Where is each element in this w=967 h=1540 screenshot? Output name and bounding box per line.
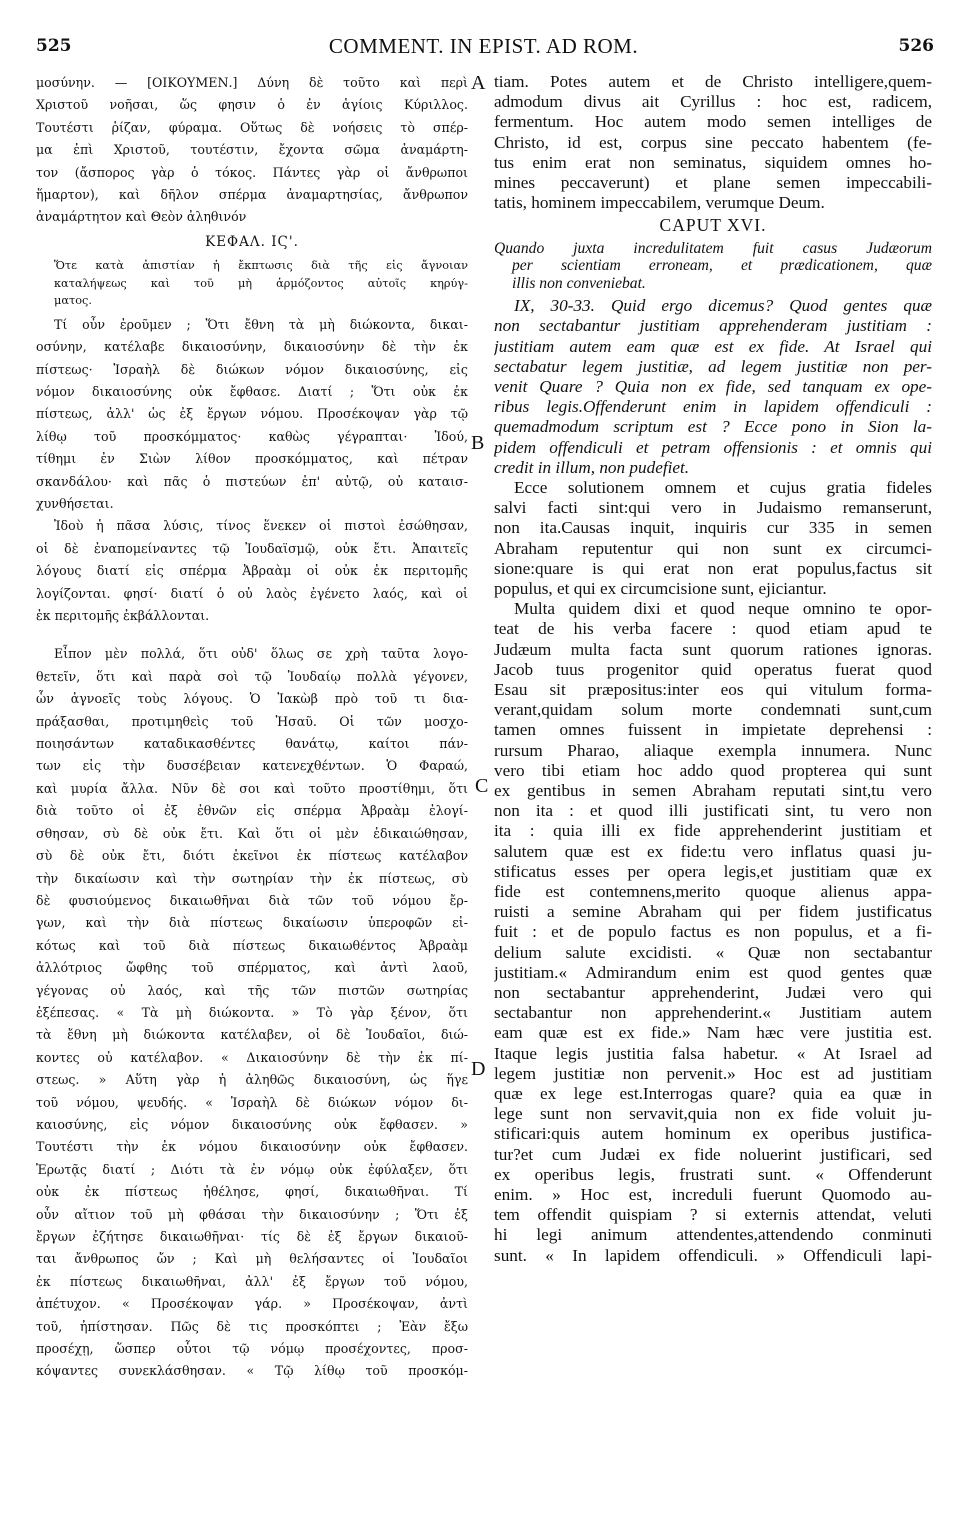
text-line: ματος. [54, 294, 92, 308]
text-line: salutem quæ est ex fide:tu vero inflatus quasi ju- [494, 841, 932, 861]
text-line: προσέχῃ, ὥσπερ οὗτοι τῷ νόμῳ προσέχοντες, προσ- [36, 1341, 468, 1357]
text-line: πίστεως, ἀλλ' ὡς ἐξ ἔργων νόμου. Προσέκοψαν γὰρ τῷ [36, 406, 468, 422]
text-line: διὰ τοῦτο οἱ ἐξ ἐθνῶν εἰς σπέρμα Ἀβραὰμ ἐλογί- [36, 803, 468, 819]
text-line: Jacob tuus progenitor quid operatus fuerat quod [494, 659, 932, 679]
text-line: Τουτέστι ῥίζαν, φύραμα. Οὕτως δὲ νοήσεις τὸ σπέρ- [36, 119, 468, 135]
text-line: Itaque legis justitia falsa habetur. « At Israel ad [494, 1043, 932, 1063]
text-line: μοσύνην. — [ΟΙΚΟΥΜΕΝ.] Δύνη δὲ τοῦτο καὶ περὶ [36, 75, 468, 90]
margin-letter-c: C [475, 775, 489, 797]
text-line: ἥμαρτον), καὶ δῆλον σπέρμα ἀναμαρτησίας, ἄνθρωπον [36, 187, 468, 203]
text-line: γων, καὶ τὴν διὰ πίστεως δικαίωσιν ὑπεροφῶν εἰ- [36, 915, 468, 931]
text-line: Τί οὖν ἐροῦμεν ; Ὅτι ἔθνη τὰ μὴ διώκοντα, δικαι- [54, 316, 468, 332]
text-line: τοῦ νόμου, ψευδής. « Ἰσραὴλ δὲ διώκων νόμον δι- [36, 1094, 468, 1110]
text-line: Esau sit præpositus:inter eos qui vitulum forma- [494, 679, 932, 699]
greek-chapter-heading: ΚΕΦΑΛ. ΙϚ'. [205, 233, 299, 250]
latin-chapter-summary [494, 240, 932, 293]
text-line: στεως. » Αὕτη γὰρ ἡ ἀληθῶς δικαιοσύνη, ὡς ἥγε [36, 1072, 468, 1088]
text-line: rursum Pharao, aliaque exempla innumera. Nunc [494, 740, 932, 760]
text-line: Χριστοῦ νοῆσαι, ὥς φησιν ὁ ἐν ἁγίοις Κύριλλος. [36, 97, 468, 113]
text-line: fide est contemnens,merito quoque alienus appa- [494, 882, 932, 902]
text-line: Abraham reputentur qui non sunt ex circumci- [494, 538, 932, 558]
text-line: πίστεως· Ἰσραὴλ δὲ διώκων νόμον δικαιοσύνης, εἰς [36, 361, 468, 377]
text-line: κότως καὶ τοῦ διὰ πίστεως δικαιωθέντος Ἀβραὰμ [36, 937, 468, 953]
greek-block-4 [36, 643, 468, 1382]
text-line: ita : quia illi ex fide apprehenderint justitiam et [494, 821, 932, 841]
text-line: σὺ δὲ οὐκ ἔτι, διότι ἐκεῖνοι ἐκ πίστεως κατέλαβον [36, 848, 468, 864]
text-line: θετεῖν, ὅτι καὶ παρὰ σοὶ τῷ Ἰουδαίῳ πολλὰ γέγονεν, [36, 668, 468, 684]
text-line: pidem offendiculi et petram offensionis : et omnis qui [494, 437, 932, 457]
page-number-left: 525 [36, 36, 72, 56]
text-line: ται ἄνθρωπος ὤν ; Καὶ μὴ θελήσαντες οἱ Ἰουδαῖοι [36, 1251, 468, 1267]
text-line: Multa quidem dixi et quod neque omnino te opor- [514, 599, 932, 619]
text-line: των εἰς τὴν δυσσέβειαν κατενεχθέντων. Ὁ Φαραώ, [36, 758, 468, 774]
text-line: λίθῳ τοῦ προσκόμματος· καθὼς γέγραπται· Ἰδού, [36, 428, 468, 444]
text-line: τοῦ, ἠπίστησαν. Πῶς δὲ τις προσκόπτει ; Ἐὰν ἔξω [36, 1318, 468, 1334]
text-line: δὲ φυσιούμενος δικαιωθῆναι διὰ τῶν τοῦ νόμου ἔρ- [36, 892, 468, 908]
text-line: non sectabantur justitiam apprehenderam justitiam : [494, 316, 932, 336]
text-line: καὶ μυρία ἄλλα. Νῦν δὲ σοι καὶ τοῦτο προστίθημι, ὅτι [36, 780, 468, 796]
text-line: Τουτέστι τὴν ἐκ νόμου δικαιοσύνην οὐκ ἔφθασεν. [36, 1139, 468, 1155]
text-line: verant,quidam solum morte condemnati sunt,cum [494, 700, 932, 720]
greek-block-3 [36, 515, 468, 627]
text-line: lege sunt non servavit,quia non ex fide voluit ju- [494, 1104, 932, 1124]
text-line: Ὅτε κατὰ ἀπιστίαν ἡ ἔκπτωσις διὰ τῆς εἰς ἄγνοιαν [54, 259, 468, 273]
text-line: hi legi animum attendentes,attendendo conminuti [494, 1225, 932, 1245]
text-line: κόψαντες συνεκλάσθησαν. « Τῷ λίθῳ τοῦ προσκόμ- [36, 1363, 468, 1379]
text-line: γέγονας οὐ λαός, καὶ τῆς τῶν πιστῶν σωτηρίας [36, 982, 468, 998]
text-line: quemadmodum scriptum est ? Ecce pono in Sion la- [494, 417, 932, 437]
text-line: legem justitiæ non pervenit.» Hoc est ad justitiam [494, 1063, 932, 1083]
text-line: sunt. « In lapidem offendiculi. » Offendiculi lapi- [494, 1245, 932, 1265]
text-line: ἀναμάρτητον καὶ Θεὸν ἀληθινόν [36, 209, 247, 225]
text-line: τον (ἄσπορος γὰρ ὁ τόκος. Πάντες γὰρ οἱ ἄνθρωποι [36, 164, 468, 180]
text-line: κοντες οὐ κατέλαβον. « Δικαιοσύνην δὲ τὴν ἐκ πί- [36, 1049, 468, 1065]
text-line: οὐκ ἐκ πίστεως ἠθέλησε, φησί, δικαιωθῆναι. Τί [36, 1184, 468, 1200]
text-line: ex operibus legis, frustrati sunt. « Offenderunt [494, 1164, 932, 1184]
text-line: Εἶπον μὲν πολλά, ὅτι οὐδ' ὅλως σε χρὴ ταῦτα λογο- [54, 646, 468, 662]
greek-chapter-summary [36, 257, 468, 310]
text-line: tus enim erat non seminatus, siquidem omnes ho- [494, 152, 932, 172]
greek-block-2 [36, 314, 468, 516]
text-line: admodum divus ait Cyrillus : hoc est, radicem, [494, 92, 932, 112]
text-line: tiam. Potes autem et de Christo intelligere,quem- [494, 72, 932, 91]
text-line: οὖν αἴτιον τοῦ μὴ φθάσαι τὴν δικαιοσύνην ; Ὅτι ἐξ [36, 1206, 468, 1222]
latin-block-1 [494, 72, 932, 213]
text-line: enim. » Hoc est, increduli fuerunt Quomodo au- [494, 1185, 932, 1205]
text-line: τίθημι ἐν Σιὼν λίθον προσκόμματος, καὶ πέτραν [36, 451, 468, 467]
text-line: ex gentibus in semen Abraham reputati sint,tu vero [494, 781, 932, 800]
text-line: sione:quare is qui erat non erat populus,factus sit [494, 558, 932, 578]
text-line: stificatus esses per opera legis,et justitiam quæ ex [494, 861, 932, 881]
text-line: ἀλλότριος ὤφθης τοῦ σπέρματος, καὶ ἀντὶ λαοῦ, [36, 960, 468, 976]
text-line: Ἐρωτᾷς διατί ; Διότι τὰ ἐν νόμῳ οὐκ ἐφύλαξεν, ὅτι [36, 1161, 468, 1177]
text-line: ἐκ περιτομῆς ἐκβάλλονται. [36, 608, 210, 624]
text-line: τὰ ἔθνη μὴ διώκοντα κατέλαβεν, οἱ δὲ Ἰουδαῖοι, διώ- [36, 1027, 468, 1043]
text-line: ἐκ πίστεως δικαιωθῆναι, ἀλλ' ἐξ ἔργων τοῦ νόμου, [36, 1273, 468, 1289]
text-line: Christo, id est, corpus sine peccato habentem (fe- [494, 132, 932, 152]
text-line: καιοσύνης, εἰς νόμον δικαιοσύνης οὐκ ἔφθασεν. » [36, 1116, 468, 1132]
latin-block-4 [494, 599, 932, 1266]
text-line: stificari:quis autem hominum ex operibus justifica- [494, 1124, 932, 1144]
text-line: salvi facti sint:qui vero in Judaismo remanserunt, [494, 498, 932, 518]
text-line: illis non conveniebat. [512, 274, 646, 292]
text-line: ποιησάντων καταδικασθέντες θανάτῳ, καίτοι πάν- [36, 736, 468, 752]
text-line: per scientiam erroneam, et prædicationem, quæ [512, 257, 932, 275]
text-line: tem offendit quispiam ? si externis attendat, veluti [494, 1205, 932, 1225]
text-line: sectabantur non apprehenderint.« Justitiam autem [494, 1003, 932, 1023]
text-line: ἀπέτυχον. « Προσέκοψαν γάρ. » Προσέκοψαν, ἀντὶ [36, 1296, 468, 1312]
text-line: λόγους διατί εἰς σπέρμα Ἀβραὰμ οἱ οὐκ ἐκ περιτομῆς [36, 563, 468, 579]
text-line: μα ἐπὶ Χριστοῦ, τουτέστιν, ἔχοντα σῶμα ἀναμάρτη- [36, 142, 468, 158]
text-line: quæ ex lege est.Interrogas quare? quia ea quæ in [494, 1084, 932, 1104]
page-header [0, 26, 967, 56]
latin-block-3 [494, 478, 932, 599]
text-line: IX, 30-33. Quid ergo dicemus? Quod gentes quæ [514, 296, 932, 316]
margin-letter-d: D [471, 1058, 486, 1080]
text-line: vero tibi etiam hoc addo quod propterea qui sunt [494, 760, 932, 780]
text-line: non sectabantur apprehenderint, Judæi vero qui [494, 983, 932, 1003]
text-line: ἔργων ἐζήτησε δικαιωθῆναι· τίς δὲ ἐξ ἔργων δικαιοῦ- [36, 1229, 468, 1244]
text-line: fermentum. Hoc autem modo semen intelliges de [494, 112, 932, 132]
latin-column [494, 72, 932, 1532]
text-line: populus, et qui ex circumcisione sunt, ejiciantur. [494, 578, 827, 598]
text-line: justitiam.« Admirandum enim est quod gentes quæ [494, 962, 932, 982]
margin-letter-b: B [471, 432, 485, 454]
text-line: Ἰδοὺ ἡ πᾶσα λύσις, τίνος ἕνεκεν οἱ πιστοὶ ἐσώθησαν, [54, 518, 468, 534]
text-line: οἱ δὲ ἐναπομείναντες τῷ Ἰουδαϊσμῷ, οὐκ ἔτι. Ἀπαιτεῖς [36, 540, 468, 556]
text-line: σθησαν, σὺ δὲ οὐκ ἔτι. Καὶ ὅτι οἱ μὲν ἐδικαιώθησαν, [36, 825, 468, 841]
text-line: teat de his verba facere : quod etiam apud te [494, 619, 932, 639]
running-title: COMMENT. IN EPIST. AD ROM. [328, 34, 639, 58]
greek-column [36, 72, 468, 1532]
text-line: σκανδάλου· καὶ πᾶς ὁ πιστεύων ἐπ' αὐτῷ, οὐ καταισ- [36, 473, 468, 489]
text-line: mines peccaverunt) et plane semen impeccabili- [494, 173, 932, 193]
text-line: venit Quare ? Quia non ex fide, sed tanquam ex ope- [494, 376, 932, 396]
text-line: ὧν ἀγνοεῖς τοὺς λόγους. Ὁ Ἰακὼβ πρὸ τοῦ τι δια- [36, 691, 468, 707]
text-line: πράξασθαι, προτιμηθεὶς τοῦ Ἡσαῦ. Οἱ τῶν μοσχο- [36, 713, 468, 729]
text-line: tur?et cum Judæi ex fide noluerint justificari, sed [494, 1144, 932, 1164]
margin-letter-a: A [471, 72, 486, 94]
text-line: καταλήψεως καὶ τοῦ μὴ ἁρμόζοντος αὐτοῖς κηρύγ- [54, 276, 468, 290]
latin-block-2 [494, 296, 932, 478]
text-line: νόμον δικαιοσύνης οὐκ ἔφθασε. Διατί ; Ὅτι οὐκ ἐκ [36, 383, 468, 399]
text-line: Quando juxta incredulitatem fuit casus Judæorum [494, 239, 932, 257]
page-number-right: 526 [898, 36, 934, 56]
text-line: eam quæ est ex fide.» Nam hæc vere justitia est. [494, 1023, 932, 1043]
text-line: tatis, hominem impeccabilem, verumque Deum. [494, 193, 825, 213]
latin-chapter-heading: CAPUT XVI. [659, 215, 767, 236]
text-line: Judæum multa facta sunt quorum rationes ignoras. [494, 639, 932, 659]
text-line: tamen omnes fuissent in impietate deprehensi : [494, 720, 932, 740]
text-line: ἐξέπεσας. « Τὰ μὴ διώκοντα. » Τὸ γὰρ ξένον, ὅτι [36, 1004, 468, 1020]
text-line: justitiam autem eam quæ est ex fide. At Israel qui [494, 336, 932, 356]
text-line: non ita : et quod illi justificati sint, tu vero non [494, 801, 932, 821]
text-line: non ita.Causas inquit, inquiris cur 335 in semen [494, 518, 932, 538]
text-line: οσύνην, κατέλαβε δικαιοσύνην, δικαιοσύνην δὲ τὴν ἐκ [36, 339, 468, 355]
text-line: fuit : et de populo factus es non populus, et a fi- [494, 922, 932, 942]
text-line: credit in illum, non pudefiet. [494, 457, 690, 477]
text-line: χυνθήσεται. [36, 496, 114, 511]
text-line: ruisti a semine Abraham qui per fidem justificatus [494, 902, 932, 922]
text-line: ribus legis.Offenderunt enim in lapidem offendiculi : [494, 397, 932, 417]
text-line: τὴν δικαίωσιν καὶ τὴν σωτηρίαν τὴν ἐκ πίστεως, σὺ [36, 870, 468, 886]
greek-block-1 [36, 72, 468, 229]
text-line: delium salute excidisti. « Quæ non sectabantur [494, 942, 932, 962]
text-line: sectabatur legem justitiæ, ad legem justitiæ non per- [494, 356, 932, 376]
text-line: Ecce solutionem omnem et cujus gratia fideles [514, 477, 932, 497]
text-line: λογίζονται. φησί· διατί ὁ οὐ λαὸς ἐγένετο λαός, καὶ οἱ [36, 585, 468, 601]
